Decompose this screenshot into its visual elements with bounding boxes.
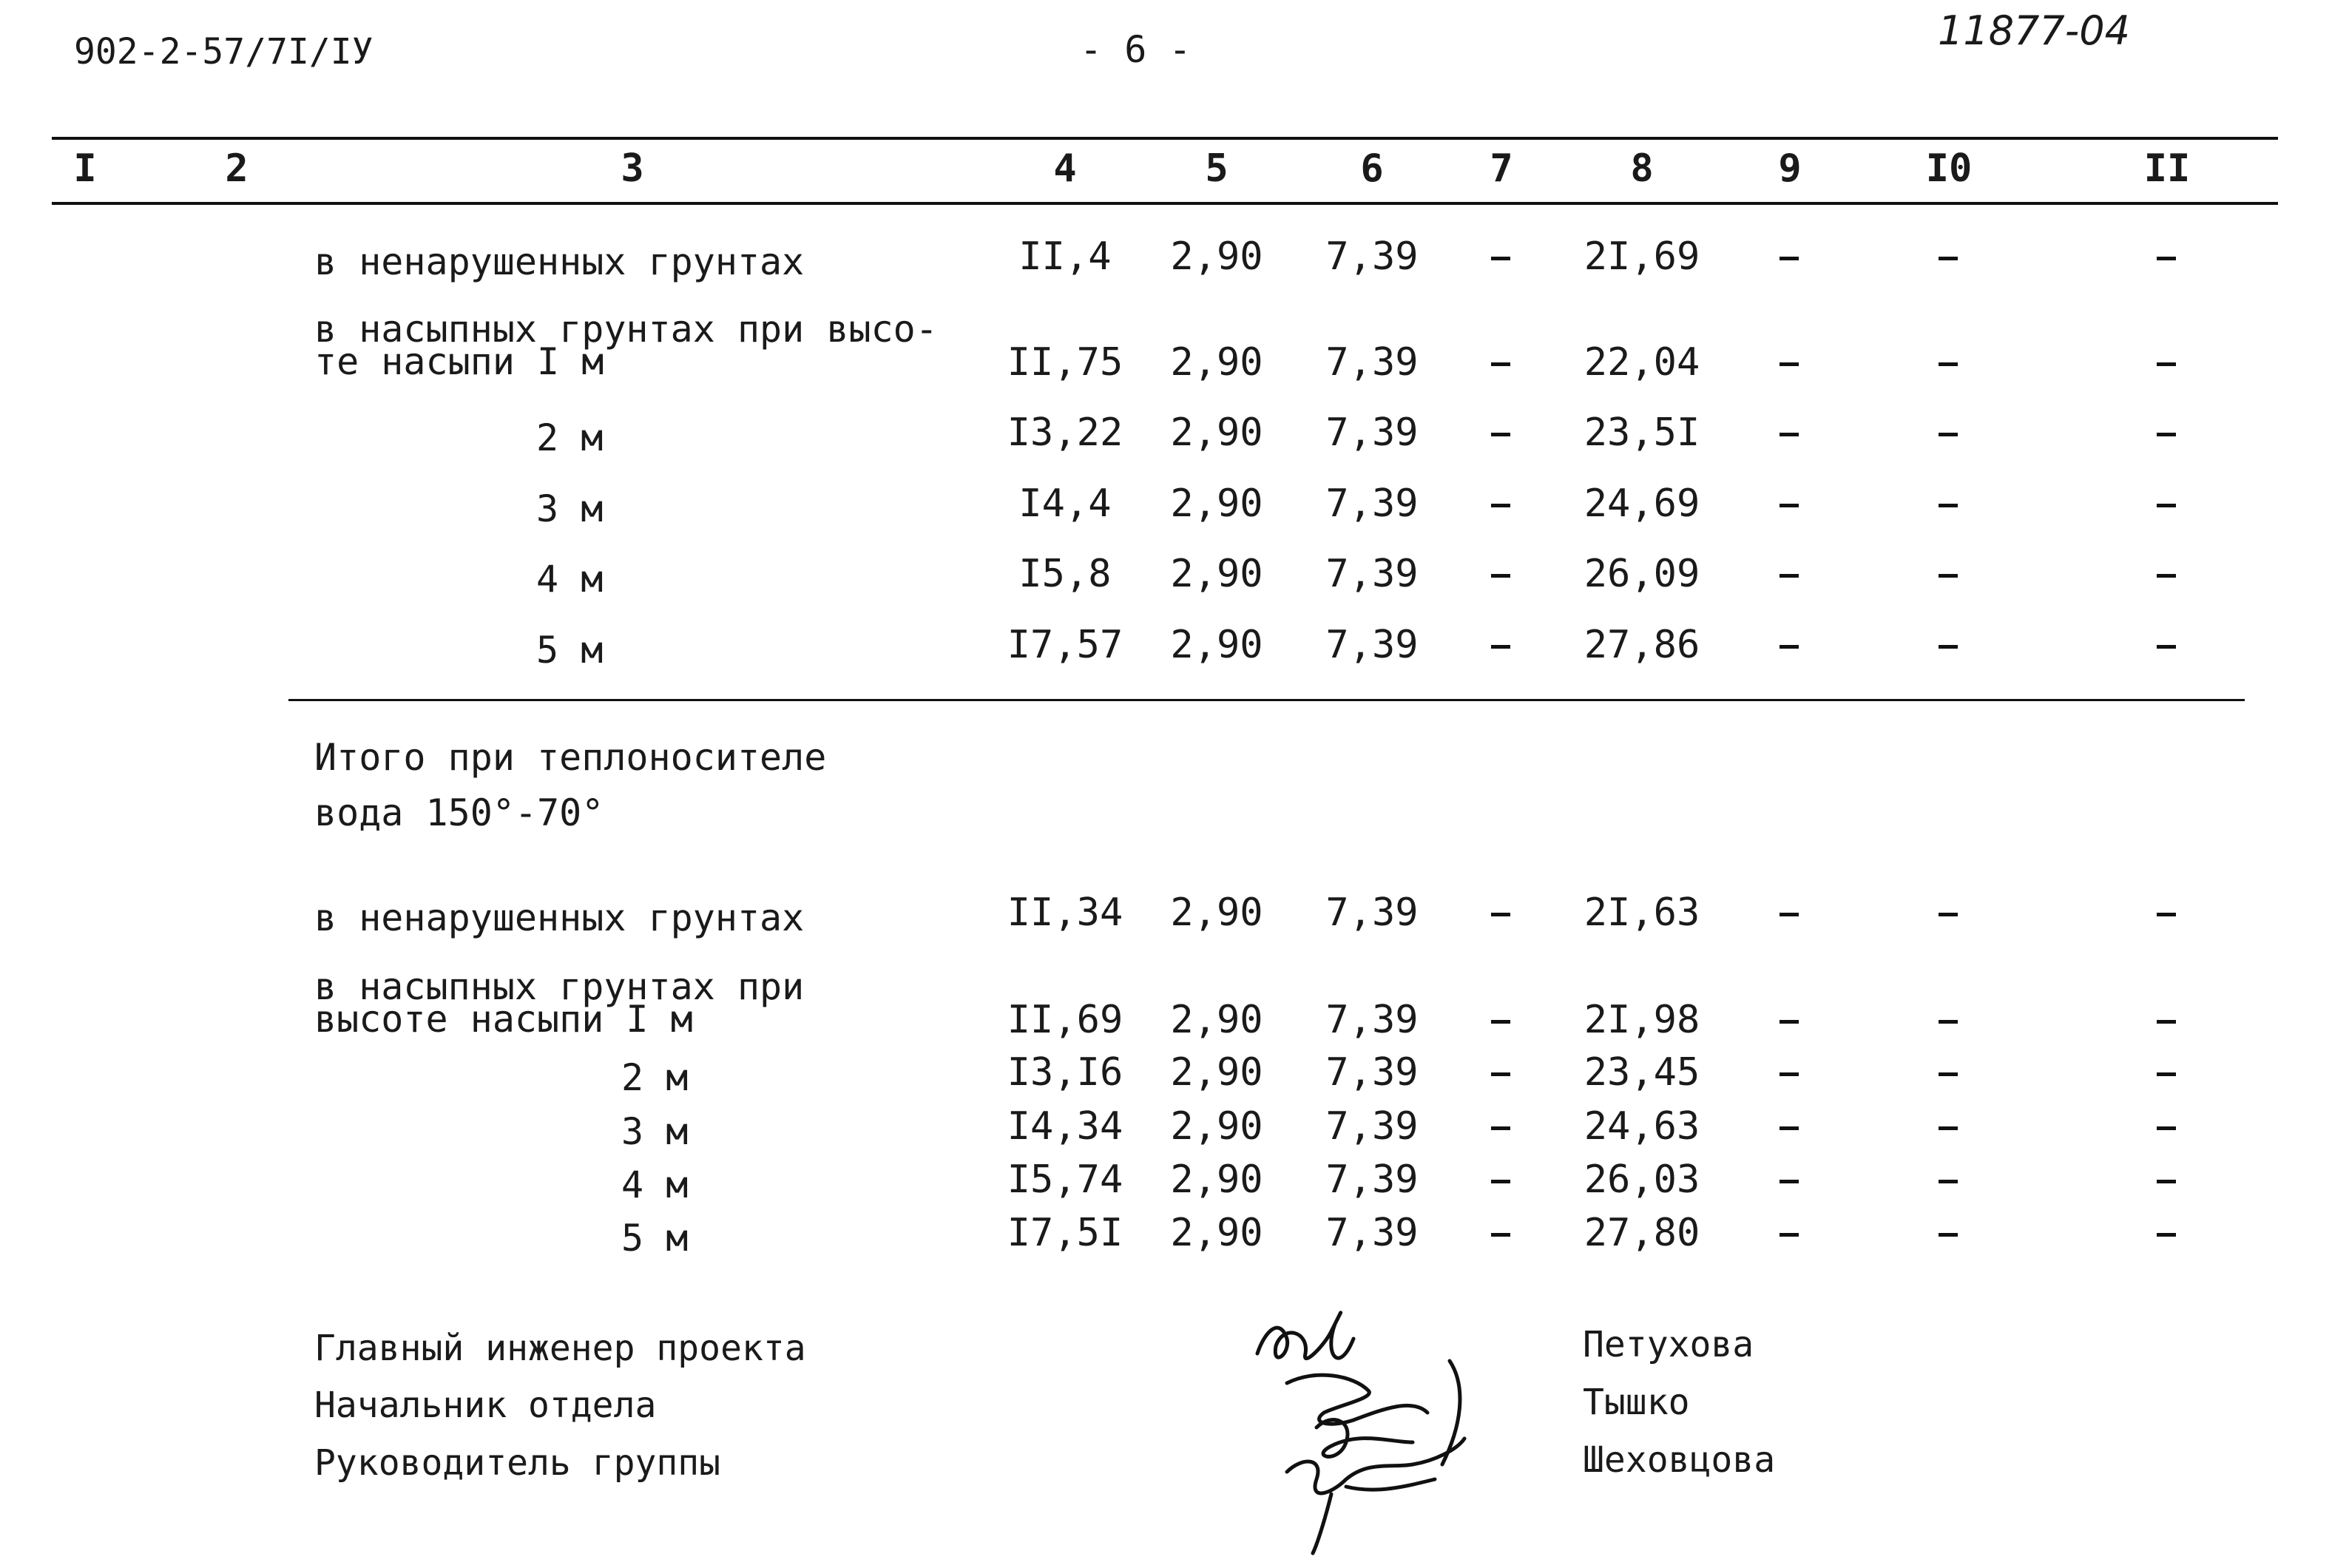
cell-col-9: [1709, 998, 1871, 1042]
cell-col-8: 27,86: [1584, 623, 1700, 667]
row-label: в ненарушенных грунтах: [314, 240, 805, 283]
cell-col-6: 7,39: [1325, 234, 1419, 279]
section-2-title-line1: Итого при теплоносителе: [314, 736, 827, 779]
column-header-5: 5: [1205, 146, 1228, 191]
cell-col-7: [1420, 1050, 1583, 1095]
cell-col-8: 22,04: [1584, 340, 1700, 385]
row-label-line2: высоте насыпи I м: [314, 998, 693, 1041]
cell-col-4: II,75: [1007, 340, 1123, 385]
column-header-7: 7: [1490, 146, 1513, 191]
cell-col-5: 2,90: [1170, 998, 1263, 1042]
cell-col-7: [1420, 1158, 1583, 1202]
cell-col-8: 24,69: [1584, 481, 1700, 526]
cell-col-4: I3,22: [1007, 410, 1123, 455]
cell-col-4: I7,57: [1007, 623, 1123, 667]
cell-col-5: 2,90: [1170, 552, 1263, 596]
row-label: 4 м: [536, 558, 604, 601]
column-header-3: 3: [621, 146, 644, 191]
cell-col-6: 7,39: [1325, 1050, 1419, 1095]
cell-col-5: 2,90: [1170, 623, 1263, 667]
cell-col-9: [1709, 623, 1871, 667]
cell-col-11: [2086, 481, 2248, 526]
cell-col-11: [2086, 552, 2248, 596]
cell-col-7: [1420, 234, 1583, 279]
cell-col-11: [2086, 1158, 2248, 1202]
cell-col-8: 2I,98: [1584, 998, 1700, 1042]
column-header-2: 2: [225, 146, 249, 191]
cell-col-8: 26,03: [1584, 1158, 1700, 1202]
name-tyshko: Тышко: [1583, 1382, 1690, 1423]
cell-col-5: 2,90: [1170, 410, 1263, 455]
cell-col-4: I5,74: [1007, 1158, 1123, 1202]
handwritten-archive-number: 11877-04: [1938, 7, 2130, 54]
cell-col-11: [2086, 623, 2248, 667]
cell-col-8: 23,45: [1584, 1050, 1700, 1095]
cell-col-8: 23,5I: [1584, 410, 1700, 455]
cell-col-9: [1709, 340, 1871, 385]
role-group-leader: Руководитель группы: [314, 1442, 721, 1484]
cell-col-7: [1420, 998, 1583, 1042]
row-label: 2 м: [621, 1056, 689, 1099]
cell-col-7: [1420, 552, 1583, 596]
cell-col-7: [1420, 340, 1583, 385]
row-label: 5 м: [536, 629, 604, 672]
cell-col-10: [1868, 552, 2030, 596]
cell-col-6: 7,39: [1325, 1158, 1419, 1202]
cell-col-9: [1709, 481, 1871, 526]
cell-col-5: 2,90: [1170, 481, 1263, 526]
row-label: в ненарушенных грунтах: [314, 896, 805, 939]
cell-col-4: I5,8: [1018, 552, 1112, 596]
row-label-line1: в насыпных грунтах при высо-: [314, 308, 938, 351]
cell-col-9: [1709, 1158, 1871, 1202]
column-header-8: 8: [1630, 146, 1654, 191]
row-label-line1: в насыпных грунтах при: [314, 965, 805, 1008]
cell-col-7: [1420, 410, 1583, 455]
cell-col-11: [2086, 1211, 2248, 1255]
cell-col-10: [1868, 1158, 2030, 1202]
column-header-11: II: [2143, 146, 2191, 191]
cell-col-10: [1868, 623, 2030, 667]
cell-col-6: 7,39: [1325, 623, 1419, 667]
cell-col-10: [1868, 234, 2030, 279]
cell-col-10: [1868, 481, 2030, 526]
cell-col-6: 7,39: [1325, 410, 1419, 455]
cell-col-4: I4,4: [1018, 481, 1112, 526]
cell-col-8: 2I,69: [1584, 234, 1700, 279]
column-header-10: I0: [1925, 146, 1973, 191]
page-number: - 6 -: [1080, 28, 1192, 71]
column-header-9: 9: [1778, 146, 1802, 191]
row-label: 3 м: [621, 1110, 689, 1153]
cell-col-8: 24,63: [1584, 1104, 1700, 1149]
name-shekhovtsova: Шеховцова: [1583, 1439, 1776, 1481]
cell-col-7: [1420, 1104, 1583, 1149]
cell-col-5: 2,90: [1170, 1211, 1263, 1255]
cell-col-7: [1420, 891, 1583, 935]
cell-col-5: 2,90: [1170, 340, 1263, 385]
row-label-line2: те насыпи I м: [314, 340, 604, 383]
cell-col-9: [1709, 1211, 1871, 1255]
row-label: 3 м: [536, 487, 604, 530]
column-header-1: I: [73, 146, 97, 191]
cell-col-10: [1868, 1211, 2030, 1255]
cell-col-11: [2086, 410, 2248, 455]
cell-col-4: II,4: [1018, 234, 1112, 279]
cell-col-4: II,34: [1007, 891, 1123, 935]
cell-col-5: 2,90: [1170, 1158, 1263, 1202]
cell-col-8: 27,80: [1584, 1211, 1700, 1255]
cell-col-5: 2,90: [1170, 891, 1263, 935]
cell-col-6: 7,39: [1325, 998, 1419, 1042]
cell-col-8: 26,09: [1584, 552, 1700, 596]
name-petukhova: Петухова: [1583, 1324, 1754, 1365]
cell-col-5: 2,90: [1170, 234, 1263, 279]
cell-col-4: I3,I6: [1007, 1050, 1123, 1095]
cell-col-9: [1709, 891, 1871, 935]
row-label: 2 м: [536, 416, 604, 459]
cell-col-9: [1709, 234, 1871, 279]
cell-col-6: 7,39: [1325, 891, 1419, 935]
handwritten-signatures: [1243, 1272, 1538, 1568]
row-label: 5 м: [621, 1217, 689, 1260]
cell-col-4: II,69: [1007, 998, 1123, 1042]
cell-col-11: [2086, 1050, 2248, 1095]
cell-col-10: [1868, 1050, 2030, 1095]
column-header-4: 4: [1053, 146, 1077, 191]
cell-col-11: [2086, 998, 2248, 1042]
cell-col-7: [1420, 481, 1583, 526]
cell-col-5: 2,90: [1170, 1050, 1263, 1095]
cell-col-7: [1420, 1211, 1583, 1255]
cell-col-10: [1868, 891, 2030, 935]
cell-col-11: [2086, 234, 2248, 279]
cell-col-9: [1709, 1104, 1871, 1149]
cell-col-6: 7,39: [1325, 1104, 1419, 1149]
cell-col-11: [2086, 1104, 2248, 1149]
cell-col-5: 2,90: [1170, 1104, 1263, 1149]
cell-col-10: [1868, 1104, 2030, 1149]
column-header-6: 6: [1360, 146, 1384, 191]
role-department-head: Начальник отдела: [314, 1385, 657, 1426]
cell-col-6: 7,39: [1325, 481, 1419, 526]
cell-col-6: 7,39: [1325, 1211, 1419, 1255]
section-separator-rule: [288, 699, 2245, 701]
cell-col-7: [1420, 623, 1583, 667]
cell-col-9: [1709, 1050, 1871, 1095]
cell-col-6: 7,39: [1325, 340, 1419, 385]
cell-col-8: 2I,63: [1584, 891, 1700, 935]
cell-col-4: I7,5I: [1007, 1211, 1123, 1255]
section-2-title-line2: вода 150°-70°: [314, 791, 604, 834]
table-header-rule: [52, 202, 2278, 205]
cell-col-4: I4,34: [1007, 1104, 1123, 1149]
table-top-rule: [52, 137, 2278, 140]
cell-col-10: [1868, 340, 2030, 385]
document-code: 902-2-57/7I/IУ: [74, 31, 374, 72]
cell-col-10: [1868, 998, 2030, 1042]
cell-col-10: [1868, 410, 2030, 455]
cell-col-6: 7,39: [1325, 552, 1419, 596]
row-label: 4 м: [621, 1163, 689, 1206]
cell-col-9: [1709, 552, 1871, 596]
cell-col-11: [2086, 340, 2248, 385]
cell-col-9: [1709, 410, 1871, 455]
cell-col-11: [2086, 891, 2248, 935]
role-chief-engineer: Главный инженер проекта: [314, 1328, 806, 1369]
